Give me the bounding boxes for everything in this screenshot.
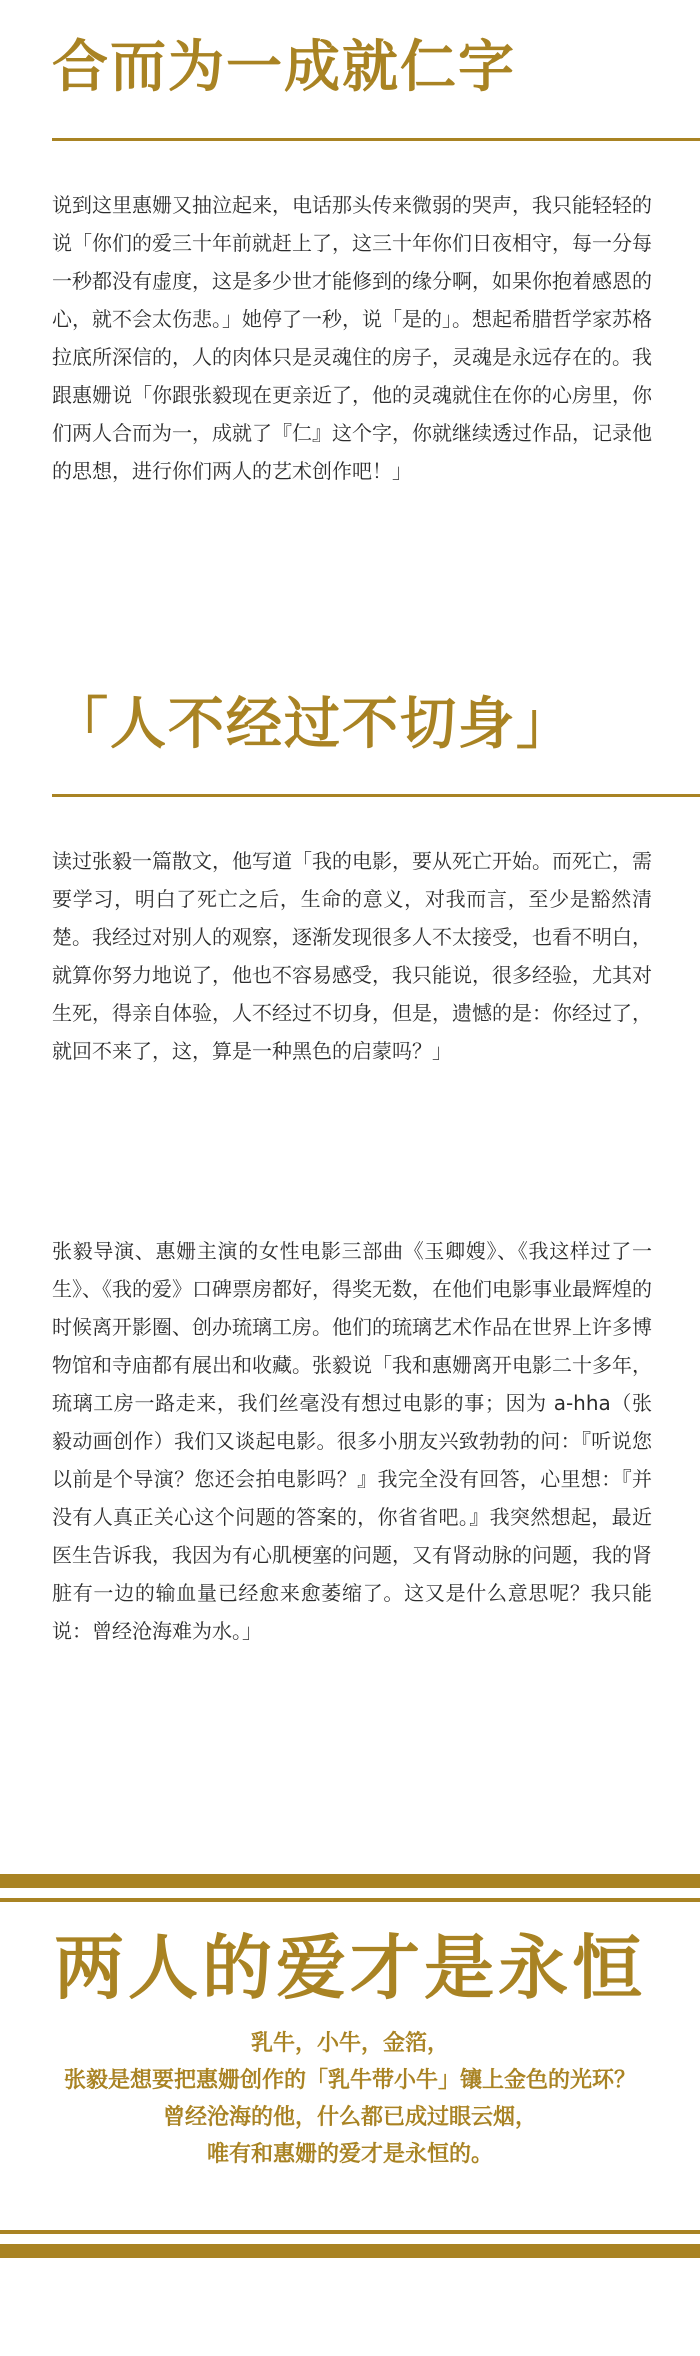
closing-lines (0, 2025, 700, 2173)
closing-line-2: 张毅是想要把惠姗创作的「乳牛带小牛」镶上金色的光环？ (63, 2067, 636, 2093)
section-title-2: 「人不经过不切身」 (52, 692, 574, 757)
section-2-paragraph-2: 张毅导演、惠姗主演的女性电影三部曲《玉卿嫂》、《我这样过了一生》、《我的爱》口碑票房都好，得奖无数，在他们电影事业最辉煌的时候离开影圈、创办琉璃工房。他们的琉璃艺术作品在世界上许多博物馆和寺庙都有展出和收藏。张毅说「我和惠姗离开电影二十多年，琉璃工房一路走来，我们丝毫没有想过电影的事；因为 a-hha（张毅动画创作）我们又谈起电影。很多小朋友兴致勃勃的问：『听说您以前是个导演？您还会拍电影吗？』我完全没有回答，心里想：『并没有人真正关心这个问题的答案的，你省省吧。』我突然想起，最近医生告诉我，我因为有心肌梗塞的问题，又有肾动脉的问题，我的肾脏有一边的输血量已经愈来愈萎缩了。这又是什么意思呢？我只能说：曾经沧海难为水。」 (52, 1239, 652, 1643)
closing-line-3: 曾经沧海的他，什么都已成过眼云烟， (162, 2104, 537, 2130)
closing-line-1: 乳牛，小牛，金箔， (250, 2030, 449, 2056)
section-divider-2 (52, 794, 700, 797)
closing-line-4: 唯有和惠姗的爱才是永恒的。 (206, 2141, 493, 2167)
closing-top-bar-thick (0, 1874, 700, 1888)
section-title-1: 合而为一成就仁字 (52, 35, 516, 100)
section-divider-1 (52, 138, 700, 141)
closing-top-bar-thin (0, 1898, 700, 1902)
closing-bottom-bar-thin (0, 2230, 700, 2234)
section-2-paragraph-1: 读过张毅一篇散文，他写道「我的电影，要从死亡开始。而死亡，需要学习，明白了死亡之后，生命的意义，对我而言，至少是豁然清楚。我经过对别人的观察，逐渐发现很多人不太接受，也看不明白，就算你努力地说了，他也不容易感受，我只能说，很多经验，尤其对生死，得亲自体验，人不经过不切身，但是，遗憾的是：你经过了，就回不来了，这，算是一种黑色的启蒙吗？」 (52, 849, 652, 1063)
closing-bottom-bar-thick (0, 2244, 700, 2258)
section-1-paragraph: 说到这里惠姗又抽泣起来，电话那头传来微弱的哭声，我只能轻轻的说「你们的爱三十年前就赶上了，这三十年你们日夜相守，每一分每一秒都没有虚度，这是多少世才能修到的缘分啊，如果你抱着感恩的心，就不会太伤悲。」她停了一秒，说「是的」。想起希腊哲学家苏格拉底所深信的，人的肉体只是灵魂住的房子，灵魂是永远存在的。我跟惠姗说「你跟张毅现在更亲近了，他的灵魂就住在你的心房里，你们两人合而为一，成就了『仁』这个字，你就继续透过作品，记录他的思想，进行你们两人的艺术创作吧！」 (52, 193, 652, 483)
closing-title: 两人的爱才是永恒 (54, 1926, 646, 2009)
